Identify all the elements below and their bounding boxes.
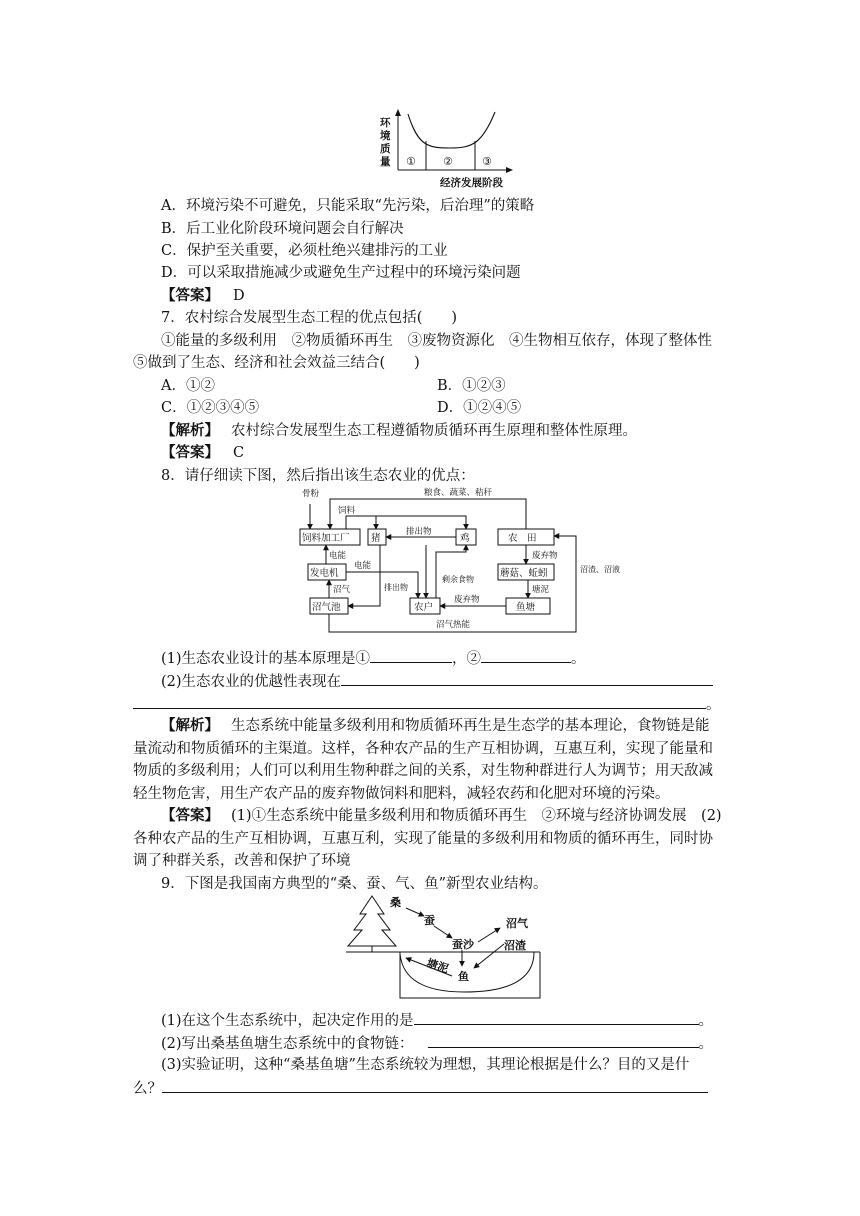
analysis-text: 农村综合发展型生态工程遵循物质循环再生原理和整体性原理。 [231, 423, 637, 439]
analysis-tag: 【解析】 [161, 422, 219, 439]
analysis-tag: 【解析】 [161, 717, 219, 734]
label-mushroom: 蘑菇、蚯蚓 [500, 568, 548, 579]
label-pond-mud: 塘泥 [532, 585, 550, 595]
q8-analysis-line: 轻生物危害，用生产农产品的废弃物做饲料和肥料，减轻农药和化肥对环境的污染。 [133, 786, 670, 802]
q7-answer [161, 443, 244, 463]
answer-text: (1)①生态系统中能量多级利用和物质循环再生 ②环境与经济协调发展 (2) [231, 808, 722, 824]
label-residue: 沼渣 [504, 939, 526, 952]
curve-ylabel-char: 境 [380, 130, 391, 142]
q9-stem: 9．下图是我国南方典型的“桑、蚕、气、鱼”新型农业结构。 [161, 876, 548, 892]
label-leftover-food: 剩余食物 [442, 575, 474, 584]
q8-sub1-end: 。 [571, 651, 586, 667]
label-chicken: 鸡 [460, 533, 470, 544]
q8-sub1 [161, 648, 586, 669]
label-biogas: 沼气 [333, 585, 351, 595]
label-crops: 粮食、蔬菜、秸秆 [424, 488, 493, 498]
label-feed-factory: 饲料加工厂 [302, 533, 350, 544]
label-residue: 沼渣、沼液 [580, 565, 620, 574]
q7-option-b: B．①②③ [437, 378, 506, 394]
q8-analysis-line: 物质的多级利用；人们可以利用生物种群之间的关系，对生物种群进行人为调节；用天敌减 [133, 763, 713, 779]
answer-tag: 【答案】 [161, 807, 219, 824]
label-feed: 饲料 [338, 506, 356, 516]
q9-sub2-text: (2)写出桑基鱼塘生态系统中的食物链： [161, 1036, 414, 1052]
label-power: 电能 [329, 551, 347, 561]
answer-blank[interactable] [414, 1010, 699, 1025]
label-biogas: 沼气 [506, 917, 528, 930]
label-farmland: 农 田 [508, 533, 537, 544]
q9-sub3-text-b: 么？ [133, 1081, 162, 1097]
q8-sub2-text: (2)生态农业的优越性表现在 [161, 674, 342, 690]
stage-label: ③ [482, 155, 492, 168]
q6-option-c: C．保护至关重要，必须杜绝兴建排污的工业 [161, 243, 448, 259]
q8-sub2-cont [133, 694, 721, 715]
q8-stem: 8．请仔细读下图，然后指出该生态农业的优点： [161, 468, 475, 484]
label-fish: 鱼 [458, 970, 469, 983]
q9-sub2-end: 。 [698, 1036, 714, 1052]
q9-sub1-end: 。 [698, 1013, 714, 1029]
q8-analysis-line: 量流动和物质循环的主渠道。这样，各种农产品的生产互相协调，互惠互利，实现了能量和 [133, 741, 713, 757]
curve-xlabel: 经济发展阶段 [440, 177, 503, 189]
q6-option-b: B．后工业化阶段环境问题会自行解决 [161, 221, 404, 237]
q8-sub1-text-a: (1)生态农业设计的基本原理是① [161, 651, 371, 667]
q8-sub2 [161, 671, 713, 692]
answer-value: D [233, 288, 245, 304]
label-waste-2: 废弃物 [454, 595, 480, 605]
q9-sub2 [161, 1033, 713, 1054]
label-farmer: 农户 [414, 602, 434, 613]
label-generator: 发电机 [310, 568, 339, 579]
q8-analysis-line [161, 716, 710, 736]
label-digester: 沼气池 [312, 602, 341, 613]
q7-option-c: C．①②③④⑤ [161, 400, 260, 416]
answer-tag: 【答案】 [161, 444, 219, 461]
q7-option-a: A．①② [161, 378, 215, 394]
label-waste-1: 废弃物 [532, 551, 558, 561]
q9-sub3-cont [133, 1078, 708, 1099]
environment-quality-curve [408, 112, 495, 148]
analysis-text: 生态系统中能量多级利用和物质循环再生是生态学的基本理论，食物链是能 [231, 718, 710, 734]
q7-stem: 7．农村综合发展型生态工程的优点包括( ) [161, 310, 458, 326]
q8-answer-line: 各种农产品的生产互相协调，互惠互利，实现了能量的多级利用和物质的循环再生，同时协 [133, 831, 713, 847]
label-biogas-heat: 沼气热能 [436, 620, 471, 630]
label-power-2: 电能 [354, 561, 372, 571]
stage-label: ① [406, 155, 416, 168]
label-pond-mud: 塘泥 [425, 956, 451, 976]
q7-option-d: D．①②④⑤ [437, 400, 522, 416]
label-silkworm-dung: 蚕沙 [452, 938, 474, 951]
q8-answer-line: 调了种群关系，改善和保护了环境 [133, 853, 351, 869]
q8-answer-line [161, 806, 722, 826]
q7-items-line: ⑤做到了生态、经济和社会效益三结合( ) [133, 355, 420, 371]
label-excreta-2: 排出物 [384, 583, 408, 592]
answer-blank[interactable] [341, 671, 713, 686]
stage-label: ② [443, 155, 453, 168]
q7-analysis [161, 421, 637, 441]
answer-value: C [233, 445, 245, 461]
label-silkworm: 蚕 [424, 914, 435, 927]
mulberry-tree-icon [348, 896, 396, 946]
curve-ylabel-char: 环 [380, 117, 391, 129]
curve-ylabel-char: 质 [380, 143, 391, 155]
answer-blank[interactable] [133, 694, 706, 709]
curve-ylabel-char: 量 [380, 156, 391, 168]
answer-blank[interactable] [162, 1078, 708, 1093]
q9-sub1 [161, 1010, 713, 1031]
q6-option-a: A．环境污染不可避免，只能采取“先污染，后治理”的策略 [161, 198, 535, 214]
q6-option-d: D．可以采取措施减少或避免生产过程中的环境污染问题 [161, 265, 521, 281]
answer-blank[interactable] [370, 648, 452, 663]
q7-items-line: ①能量的多级利用 ②物质循环再生 ③废物资源化 ④生物相互依存，体现了整体性 [161, 333, 712, 349]
label-mulberry: 桑 [390, 896, 401, 909]
eco-agriculture-flow-diagram [296, 486, 620, 642]
answer-blank[interactable] [428, 1033, 699, 1048]
mulberry-fish-pond-diagram [344, 894, 544, 1004]
label-fishpond: 鱼塘 [516, 602, 536, 613]
q9-sub1-text: (1)在这个生态系统中，起决定作用的是 [161, 1013, 414, 1029]
label-excreta: 排出物 [406, 527, 432, 537]
q6-answer [161, 286, 245, 306]
environment-quality-curve-figure [378, 108, 514, 190]
answer-blank[interactable] [481, 648, 571, 663]
q9-sub3: (3)实验证明，这种“桑基鱼塘”生态系统较为理想，其理论根据是什么？目的又是什 [161, 1057, 690, 1073]
label-pig: 猪 [371, 533, 381, 544]
answer-tag: 【答案】 [161, 287, 219, 304]
label-bone-meal: 骨粉 [302, 489, 320, 499]
q8-sub1-text-b: ，② [452, 651, 482, 667]
q8-sub2-end: 。 [706, 697, 721, 713]
